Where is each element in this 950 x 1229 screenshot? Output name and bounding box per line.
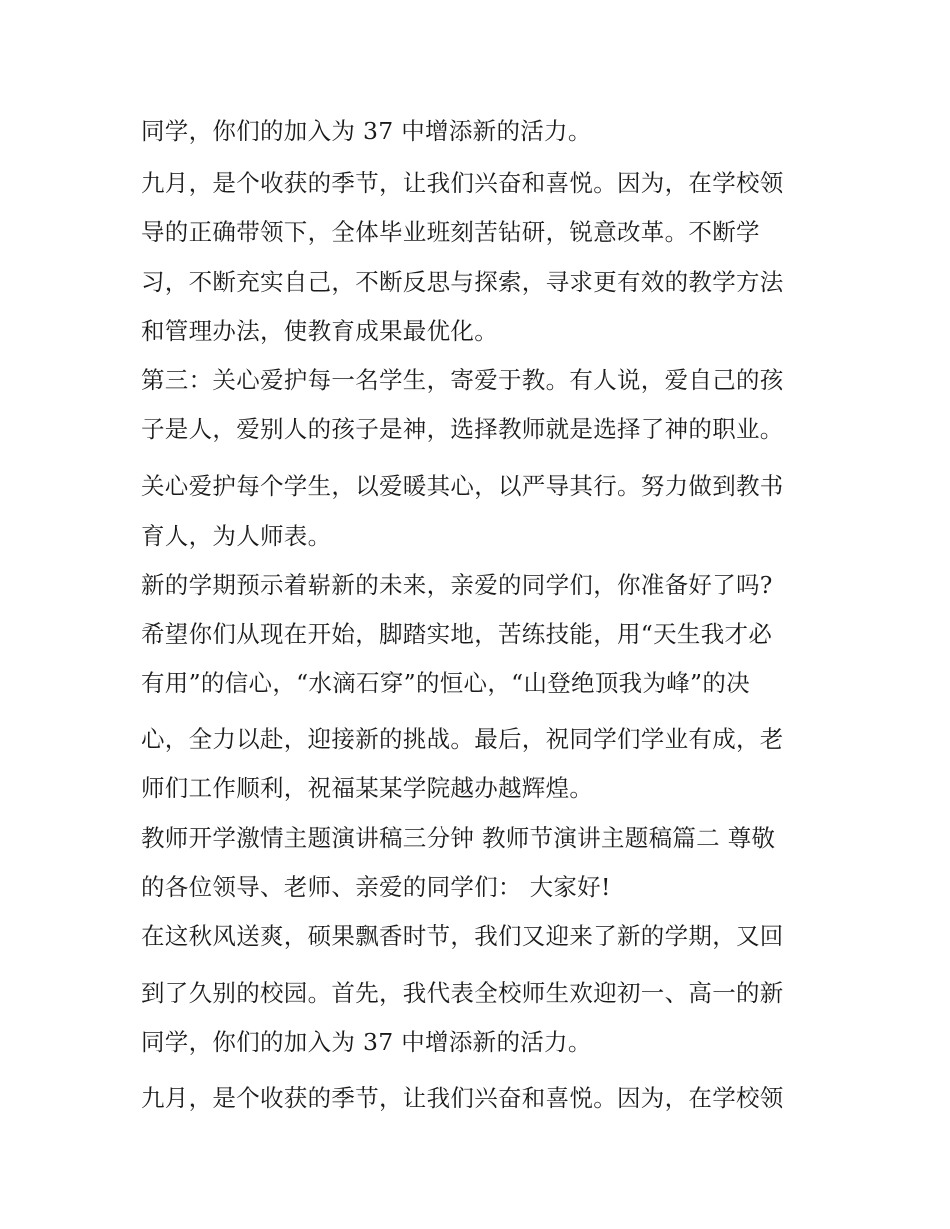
text-line: 关心爱护每个学生，以爱暖其心，以严导其行。努力做到教书 — [141, 472, 784, 500]
text-line: 育人，为人师表。 — [141, 522, 332, 550]
text-line: 同学，你们的加入为 37 中增添新的活力。 — [141, 117, 592, 145]
text-line: 在这秋风送爽，硕果飘香时节，我们又迎来了新的学期，又回 — [141, 922, 784, 950]
text-line: 的各位领导、老师、亲爱的同学们： 大家好! — [141, 873, 611, 901]
text-line: 同学，你们的加入为 37 中增添新的活力。 — [141, 1028, 592, 1056]
text-line: 教师开学激情主题演讲稿三分钟 教师节演讲主题稿篇二 尊敬 — [141, 824, 776, 852]
text-line: 导的正确带领下，全体毕业班刻苦钻研，锐意改革。不断学 — [141, 218, 760, 246]
text-line: 九月，是个收获的季节，让我们兴奋和喜悦。因为，在学校领 — [141, 169, 784, 197]
text-line: 心，全力以赴，迎接新的挑战。最后，祝同学们学业有成，老 — [141, 725, 784, 753]
text-line: 九月，是个收获的季节，让我们兴奋和喜悦。因为，在学校领 — [141, 1084, 784, 1112]
text-line: 师们工作顺利，祝福某某学院越办越辉煌。 — [141, 774, 594, 802]
text-line: 子是人，爱别人的孩子是神，选择教师就是选择了神的职业。 — [141, 415, 784, 443]
text-line: 第三：关心爱护每一名学生，寄爱于教。有人说，爱自己的孩 — [141, 366, 784, 394]
text-line: 有用”的信心，“水滴石穿”的恒心，“山登绝顶我为峰”的决 — [141, 669, 750, 697]
text-line: 到了久别的校园。首先，我代表全校师生欢迎初一、高一的新 — [141, 979, 784, 1007]
text-line: 习，不断充实自己，不断反思与探索，寻求更有效的教学方法 — [141, 268, 784, 296]
text-line: 新的学期预示着崭新的未来，亲爱的同学们，你准备好了吗? — [141, 571, 773, 599]
text-line: 希望你们从现在开始，脚踏实地，苦练技能，用“天生我才必 — [141, 620, 773, 648]
text-line: 和管理办法，使教育成果最优化。 — [141, 317, 498, 345]
